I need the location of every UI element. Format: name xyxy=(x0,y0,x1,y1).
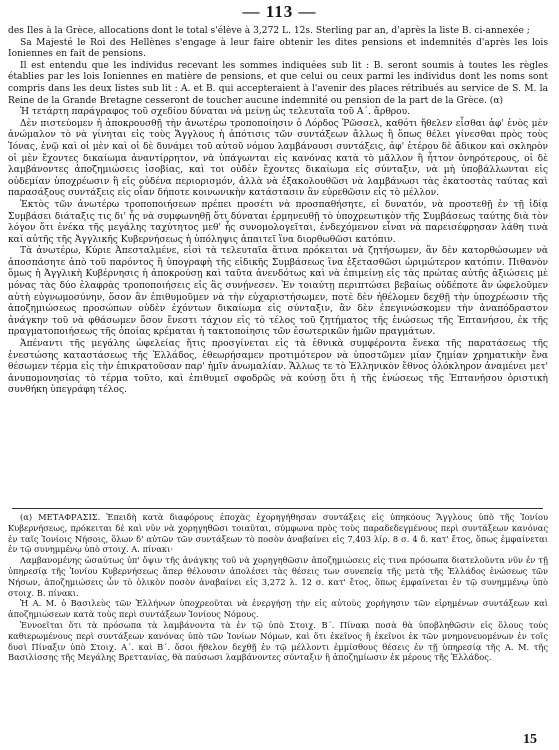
paragraph: Il est entendu que les individus recevant les sommes indiquées sub lit : B. seront soumis à toutes les règles établies par les lois Ioniennes en matière de pensions, et que celui ou ceux parmi les individus dont les noms sont compris dans les deux listes sub lit : A. et B. qui accepteraient à l'avenir des places rétribués au service de S. M. la Reine de la Grande Bretagne cesseront de toucher aucune indemnité ou pension de la part de la Grèce. (α) xyxy=(8,60,548,106)
signature-mark: 15 xyxy=(523,732,537,747)
footnote-divider xyxy=(12,508,543,509)
paragraph: Sa Majesté le Roi des Hellènes s'engage à leur faire obtenir les dites pensions et indemnités d'après les lois Ioniennes en fait de pensions. xyxy=(8,37,548,60)
paragraph: Ἐκτὸς τῶν ἀνωτέρω τροποποιήσεων πρέπει προσέτι νὰ προσπαθήσητε, εἰ δυνατόν, νὰ προστεθῇ ἐν τῇ ἰδίᾳ Συμβάσει διάταξις τις δι' ἧς νὰ συμφωνηθῇ ὅτι δύναται ἐρμηνευθῇ τὸ ὑποχρεωτικὸν τῆς Συμβάσεως ταύτης διὰ τὸν λόγον ὅτι ἐνέκα τῆς μεγάλης ταχύτητος μεθ' ἧς συνομολογεῖται, ἐνδεχόμενον εἶναι νὰ παρεισέφρησαν λάθη τινὰ καὶ αὐτῆς τῆς Ἀγγλικῆς Κυβερνήσεως ἡ ὑπόληψις ἀπαιτεῖ ἵνα διορθωθῶσι κατόπιν. xyxy=(8,199,548,245)
footnote-paragraph: Ἐννοεῖται ὅτι τὰ πρόσωπα τὰ λαμβάνοντα τὰ ἐν τῷ ὑπὸ Στοιχ. Β΄. Πίνακι ποσὰ θὰ ὑποβληθῶσιν εἰς ὅλους τοὺς καθιερωμένους περὶ συντάξεων κανόνας ὑπὸ τῶν Ἰονίων Νόμων, καὶ ὅτι ἐκεῖνος ἢ ἐκεῖνοι ἐκ τῶν μνημονευομένων ἐν τοῖς δυσὶ Πίναξιν ὑπὸ Στοιχ. Α΄. καὶ Β΄. ὅσοι ἤθελον δεχθῇ ἐν τῷ μέλλοντι ἐμμίσθους θέσεις ἐν τῇ ὑπηρεσίᾳ τῆς Α. Μ. τῆς Βασιλίσσης τῆς Μεγάλης Βρεττανίας, θὰ παύσωσι λαμβάνοντες σύνταξιν ἢ ἀποζημίωσιν ἐκ μέρους τῆς Ἑλλάδος. xyxy=(8,619,548,663)
paragraph: Ἀπέναντι τῆς μεγάλης ὠφελείας ἥτις προσγίνεται εἰς τὰ ἐθνικὰ συμφέροντα ἕνεκα τῆς παρατάσεως τῆς ἐνεστώσης καταστάσεως τῆς Ἑλλάδος, ἐθεωρήσαμεν προτιμότερον νὰ ὑποστῶμεν μίαν ζημίαν χρηματικὴν ἕνα θέσωμεν τέρμα εἰς τὴν ἐπικρατοῦσαν παρ' ἡμῖν ἀνωμαλίαν. Ἄλλως τε τὸ Ἑλληνικὸν ἔθνος ὁλόκληρον ἀναμένει μετ' ἀνυπομονησίας τὸ τέρμα τοῦτο, καὶ ἐπιθυμεῖ σφοδρῶς νὰ κούσῃ ὅτι ἡ τῆς ἑνώσεως τῆς Ἑπτανήσου ὁριστικὴ συνθήκη ὑπεγράφη τέλος. xyxy=(8,339,548,396)
footnote-paragraph: Λαμβανομένης ὡσαύτως ὑπ' ὄψιν τῆς ἀνάγκης τοῦ νὰ χορηγηθῶσιν ἀποζημιώσεις εἰς τινα πρόσωπα διατελοῦντα νῦν ἐν τῇ ὑπηρεσίᾳ τῆς Ἰονίου Κυβερνήσεως ἅπερ θέλουσιν ἀπολέσει τὰς θέσεις των συνεπείᾳ τῆς μετὰ τῆς Ἑλλάδος ἑνώσεως τῶν Νήσων, ἀποζημιώσεις ὧν τὸ ὁλικὸν ποσὸν ἀναβαίνει εἰς 3,272 λ. 12 σ. κατ' ἔτος, ὅπως ἐμφαίνεται ἐν τῷ συνημμένῳ ὑπὸ στοιχ. Β. πίνακι. xyxy=(8,555,548,598)
paragraph: Ἡ τετάρτη παράγραφος τοῦ σχεδίου δύναται νὰ μείνῃ ὡς τελευταῖα τοῦ Α΄. ἄρθρου. xyxy=(20,107,411,118)
paragraph: Τὰ ἀνωτέρω, Κύριε Ἀπεσταλμένε, εἰσὶ τὰ τελευταῖα ἅτινα πρόκειται νὰ ζητήσωμεν, ἂν δὲν κατορθώσωμεν νὰ ἀποσπάσητε ἀπὸ τοῦ παρόντος ἢ ὑπογραφὴ τῆς εἰδικῆς Συμβάσεως ἵνα ἐξετασθῶσι ὡριμώτερον κατόπιν. Πιθανὸν ὅμως ἡ Ἀγγλικὴ Κυβέρνησις ἡ ἀποκρούσῃ καὶ ταῦτα ἀνενδότως καὶ νὰ ἐπιμείνῃ εἰς τὰς πρώτας αὐτῆς ἀξιώσεις μὲ μόνας τὰς δύο ἐλαφρὰς τροποποιήσεις εἰς ἃς συνῄνεσεν. Ἐν τοιαύτῃ περιπτώσει βεβαίως οὐδέποτε ἂν ὠφελοῦμεν αὐτὴ εὐγνωμοσύνην, ὅσον ἂν ἐπιθυμοῦμεν νὰ τὴν εὐχαριστήσωμεν, ποτὲ δὲν ἠθέλομεν δεχθῇ τὴν ὑποχρέωσιν τῆς ἀποζημιώσεως προσώπων οὐδὲν ἐχόντων δικαίωμα εἰς σύνταξιν, ἂν δὲν ἐπεγινώσκομεν τὴν ἀναπόδραστον ἀνάγκην τοῦ νὰ φθάσωμεν ὅσον ἔνεστι τάχιον εἰς τὸ τέλος τοῦ ζητήματος τῆς ἑνώσεως τῆς Ἑπτανήσου, ἐκ τῆς πραγματοποιήσεως τῆς ὁποίας κρέμαται ἡ τακτοποίησις τῶν ἐσωτερικῶν ἡμῶν πραγμάτων. xyxy=(8,246,548,338)
footnote-paragraph: Ἡ Α. Μ. ὁ Βασιλεὺς τῶν Ἑλλήνων ὑποχρεοῦται νὰ ἐνεργήσῃ τὴν εἰς αὐτοὺς χορήγησιν τῶν εἰρημένων συντάξεων καὶ ἀποζημιώσεων κατὰ τοὺς περὶ συντάξεων Ἰονίους Νόμους. xyxy=(8,598,548,620)
footnote-block xyxy=(8,512,548,663)
paragraph: des Iles à la Grèce, allocations dont le total s'élève à 3,272 L. 12s. Sterling par an, d'après la liste B. ci-annexée ; xyxy=(8,26,530,36)
paragraph: Δὲν πιστεύομεν ἡ ἀποκρουσθῇ τὴν ἀνωτέρω τροποποίησιν ὁ Λόρδος Ῥῶσσελ, καθότι ἤθελεν εἶσθαι ἀφ' ἑνὸς μὲν ἀνώμαλον τὸ νὰ γίνηται εἰς τοὺς Ἄγγλους ἡ ἀπότισις τῶν συντάξεων ἄλλως ἢ ὅπως θέλει γίνεσθαι πρὸς τοὺς Ἰόνας, ἐνῷ καὶ οἱ μὲν καὶ οἱ δὲ δυνάμει τοῦ αὐτοῦ νόμου λαμβάνουσι συντάξεις, ἀφ' ἑτέρου δὲ ἄδικον καὶ σκληρὸν οἱ μὲν ἔχοντες δικαίωμα ἀναντίρρητον, νὰ ὑπάγωνται εἰς κανόνας κατὰ τὸ μᾶλλον ἢ ἧττον ὀνηρότερους, οἱ δὲ λαμβάνοντες ἀποζημιώσεις ἰσοβίας, καὶ τοι οὐδὲν ἔχοντες δικαίωμα εἰς σύνταξιν, νὰ μὴ ὑποβάλλωνται εἰς οὐδεμίαν ὑποχρέωσιν ἢ εἰς οὐδένα περιορισμόν, ἀλλὰ νὰ ἐξακολουθῶσι νὰ λαμβάνωσι τὰς ἑκατοστὰς ταύτας καὶ παρασάξους συντάξεις εἰς οἷαν δήποτε κοινωνικὴν κατάστασιν ἂν εὑρεθῶσιν εἰς τὸ μέλλον. xyxy=(8,118,548,199)
main-text xyxy=(8,26,548,397)
footnote-paragraph: (α) ΜΕΤΑΦΡΑΣΙΣ. Ἐπειδὴ κατὰ διαφόρους ἐποχὰς ἐχορηγήθησαν συντάξεις εἰς ὑπηκόους Ἄγγλους ὑπὸ τῆς Ἰονίου Κυβερνήσεως, πρόκειται δὲ καὶ νῦν νὰ χορηγηθῶσι τοιαῦται, σύμφωνα πρὸς τοὺς παραδεδεγμένους περὶ συντάξεων κανόνας ἐν ταῖς Ἰονίοις Νήσοις, ὅλων δ' αὐτῶν τῶν συντάξεων τὸ ποσὸν ἀναβαίνει εἰς 7,403 λίρ. 8 σ. 4 δ. κατ' ἔτος, ὅπως ἐμφαίνεται ἐν τῷ συνημμένῳ ὑπὸ στοιχ. Α. πίνακι· xyxy=(8,512,548,555)
page-number: — 113 — xyxy=(242,2,317,21)
